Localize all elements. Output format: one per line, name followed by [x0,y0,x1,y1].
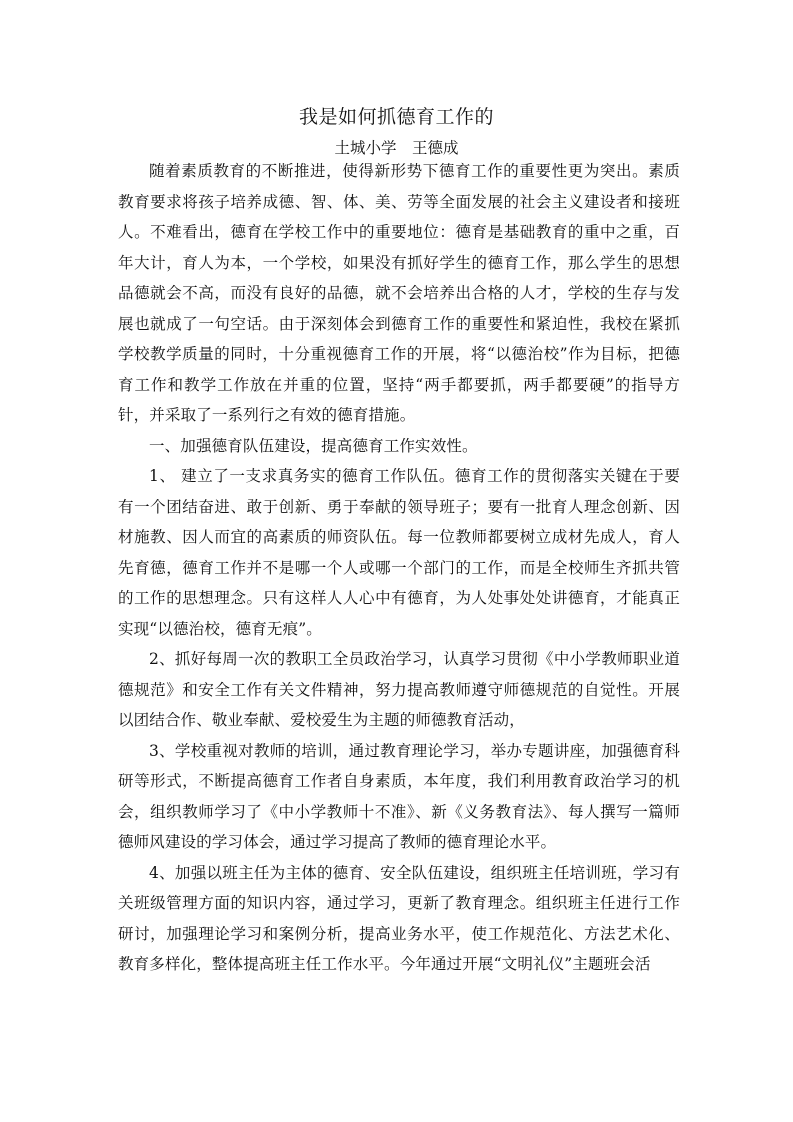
paragraph-item-4: 4、加强以班主任为主体的德育、安全队伍建设，组织班主任培训班，学习有关班级管理方面的知识内容，通过学习，更新了教育理念。组织班主任进行工作研讨，加强理论学习和案例分析，提高业务水平，使工作规范化、方法艺术化、教育多样化，整体提高班主任工作水平。今年通过开展“文明礼仪”主题班会活 [118,863,680,973]
section-heading-1: 一、加强德育队伍建设，提高德育工作实效性。 [149,436,478,455]
paragraph-item-2: 2、抓好每周一次的教职工全员政治学习，认真学习贯彻《中小学教师职业道德规范》和安全工作有关文件精神，努力提高教师遵守师德规范的自觉性。开展以团结合作、敬业奉献、爱校爱生为主题的师德教育活动， [118,650,680,729]
document-title: 我是如何抓德育工作的 [298,106,494,128]
document-body [118,156,680,980]
paragraph-item-1: 1、 建立了一支求真务实的德育工作队伍。德育工作的贯彻落实关键在于要有一个团结奋进、敢于创新、勇于奉献的领导班子；要有一批育人理念创新、因材施教、因人而宜的高素质的师资队伍。每一位教师都要树立成材先成人，育人先育德，德育工作并不是哪一个人或哪一个部门的工作，而是全校师生齐抓共管的工作的思想理念。只有这样人人心中有德育，为人处事处处讲德育，才能真正实现“以德治校，德育无痕”。 [118,467,680,638]
paragraph-item-3: 3、学校重视对教师的培训，通过教育理论学习，举办专题讲座，加强德育科研等形式，不断提高德育工作者自身素质，本年度，我们利用教育政治学习的机会，组织教师学习了《中小学教师十不准》、新《义务教育法》、每人撰写一篇师德师风建设的学习体会，通过学习提高了教师的德育理论水平。 [118,741,680,851]
paragraph-intro: 随着素质教育的不断推进，使得新形势下德育工作的重要性更为突出。素质教育要求将孩子培养成德、智、体、美、劳等全面发展的社会主义建设者和接班人。不难看出，德育在学校工作中的重要地位：德育是基础教育的重中之重，百年大计，育人为本，一个学校，如果没有抓好学生的德育工作，那么学生的思想品德就会不高，而没有良好的品德，就不会培养出合格的人才，学校的生存与发展也就成了一句空话。由于深刻体会到德育工作的重要性和紧迫性，我校在紧抓学校教学质量的同时，十分重视德育工作的开展，将“以德治校”作为目标，把德育工作和教学工作放在并重的位置，坚持“两手都要抓，两手都要硬”的指导方针，并采取了一系列行之有效的德育措施。 [118,162,680,424]
document-author: 土城小学 王德成 [334,139,459,157]
